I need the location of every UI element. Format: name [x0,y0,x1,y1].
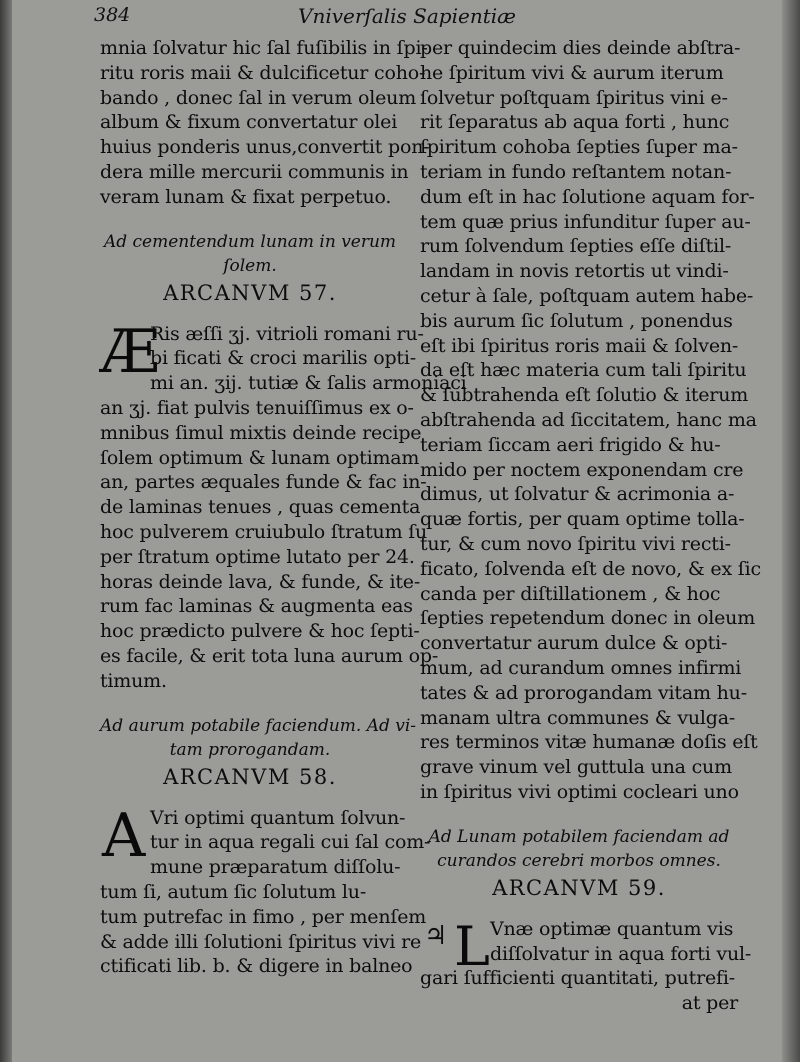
text-line: in ſpiritus vivi optimi cocleari uno [420,780,739,803]
text-line: veram lunam & fixat perpetuo. [100,185,392,208]
page-edge-shadow [782,0,800,1062]
text-line: he ſpiritum vivi & aurum iterum [420,61,724,84]
text-line: huius ponderis unus,convertit pon- [100,136,430,159]
section-heading-59: Ad Lunam potabilem faciendam ad [428,826,730,847]
text-line: bando , donec ſal in verum oleum [100,86,417,109]
text-line: mnia ſolvatur hic ſal fuſibilis in ſpi- [100,37,428,59]
text-line: & adde illi ſolutioni ſpiritus vivi re [100,930,422,953]
text-line: cetur à ſale, poſtquam autem habe- [420,284,754,307]
text-line: da eſt hæc materia cum tali ſpiritu [420,359,747,382]
text-line: timum. [100,669,167,692]
text-line: hoc pulverem cruiubulo ſtratum ſu [100,520,428,543]
text-line: teriam ſiccam aeri frigido & hu- [420,433,721,456]
text-line: bi ficati & croci marilis opti- [150,347,416,370]
running-head: Vniverſalis Sapientiæ [298,4,516,28]
text-line: abſtrahenda ad ſiccitatem, hanc ma [420,408,757,431]
text-line: ſepties repetendum donec in oleum [420,607,756,630]
text-line: ritu roris maii & dulcificetur coho- [100,61,426,84]
text-line: Vnæ optimæ quantum vis [490,917,734,940]
text-line: de laminas tenues , quas cementa [100,496,421,519]
right-column [420,36,761,1016]
text-line: ctificati lib. b. & digere in balneo [100,955,413,978]
text-line: hoc prædicto pulvere & hoc ſepti- [100,620,420,643]
catchword: at per [681,992,738,1015]
text-line: eſt ibi ſpiritus roris maii & ſolven- [420,334,739,357]
text-line: mnibus ſimul mixtis deinde recipe [100,421,422,444]
text-line: tur, & cum novo ſpiritu vivi recti- [420,532,731,555]
drop-cap: Æ [100,316,161,387]
text-line: es facile, & erit tota luna aurum op- [100,644,439,667]
text-line: album & fixum convertatur olei [100,111,398,134]
text-line: teriam in fundo reſtantem notan- [420,160,732,183]
text-line: ſpiritum cohoba ſepties ſuper ma- [420,136,738,159]
arcanum-57-title: ARCANVM 57. [163,280,337,305]
arcanum-59-title: ARCANVM 59. [492,875,666,900]
section-heading-59-cont: curandos cerebri morbos omnes. [437,850,721,871]
left-top-text [100,36,430,210]
arcanum-59-paragraph [420,914,752,1016]
text-line: ſolem optimum & lunam optimam [100,446,420,469]
text-line: dimus, ut ſolvatur & acrimonia a- [420,483,735,506]
text-line: mum, ad curandum omnes infirmi [420,656,742,679]
text-line: Ris æſſi ʒj. vitrioli romani ru- [150,322,424,345]
text-line: manam ultra communes & vulga- [420,706,736,729]
text-line: an ʒj. fiat pulvis tenuiſſimus ex o- [100,396,414,419]
text-line: horas deinde lava, & funde, & ite- [100,570,421,593]
text-line: gari ſufficienti quantitati, putrefi- [420,967,735,990]
section-heading-57-cont: ſolem. [223,255,277,276]
text-line: canda per diſtillationem , & hoc [420,582,721,605]
book-gutter [0,0,12,1062]
text-line: convertatur aurum dulce & opti- [420,632,728,655]
text-line: dum eſt in hac ſolutione aquam for- [420,185,755,208]
text-line: per quindecim dies deinde abſtra- [420,37,741,59]
text-line: tates & ad prorogandam vitam hu- [420,681,747,704]
arcanum-57-paragraph [100,316,467,694]
text-line: ficato, ſolvenda eſt de novo, & ex ſic [420,557,761,580]
jupiter-symbol-icon: ♃ [424,920,448,951]
text-line: bis aurum ſic ſolutum , ponendus [420,309,733,332]
text-line: res terminos vitæ humanæ doſis eſt [420,731,758,754]
text-line: grave vinum vel guttula una cum [420,756,732,779]
text-line: Vri optimi quantum ſolvun- [150,806,406,829]
text-line: tem quæ prius infunditur ſuper au- [420,210,751,233]
arcanum-58-title: ARCANVM 58. [163,764,337,789]
text-line: rum ſolvendum ſepties eſſe diſtil- [420,235,732,258]
page-number: 384 [94,4,131,26]
section-heading-58: Ad aurum potabile faciendum. Ad vi- [100,715,417,736]
section-heading-57: Ad cementendum lunam in verum [103,231,397,252]
text-line: diſſolvatur in aqua forti vul- [490,942,752,965]
text-line: per ſtratum optime lutato per 24. [100,545,415,568]
left-column [100,36,467,979]
text-line: landam in novis retortis ut vindi- [420,260,729,283]
text-line: tum putrefac in fimo , per menſem [100,905,427,928]
arcanum-58-paragraph [100,800,431,980]
text-line: rit ſeparatus ab aqua forti , hunc [420,111,730,134]
text-line: & ſubtrahenda eſt ſolutio & iterum [420,384,749,407]
text-line: ſolvetur poſtquam ſpiritus vini e- [420,86,728,109]
section-heading-58-cont: tam prorogandam. [169,739,331,760]
text-line: tur in aqua regali cui ſal com- [150,831,431,854]
drop-cap: L [454,914,490,978]
text-line: mune præparatum diſſolu- [150,856,401,879]
right-top-text [420,36,761,805]
text-line: dera mille mercurii communis in [100,160,409,183]
text-line: an, partes æquales funde & fac in- [100,471,427,494]
drop-cap: A [102,800,146,871]
text-line: rum fac laminas & augmenta eas [100,595,413,618]
text-line: tum ſi, autum ſic ſolutum lu- [100,880,367,903]
text-line: quæ fortis, per quam optime tolla- [420,508,745,531]
text-line: mi an. ʒij. tutiæ & ſalis armoniaci [150,372,467,395]
text-line: mido per noctem exponendam cre [420,458,744,481]
